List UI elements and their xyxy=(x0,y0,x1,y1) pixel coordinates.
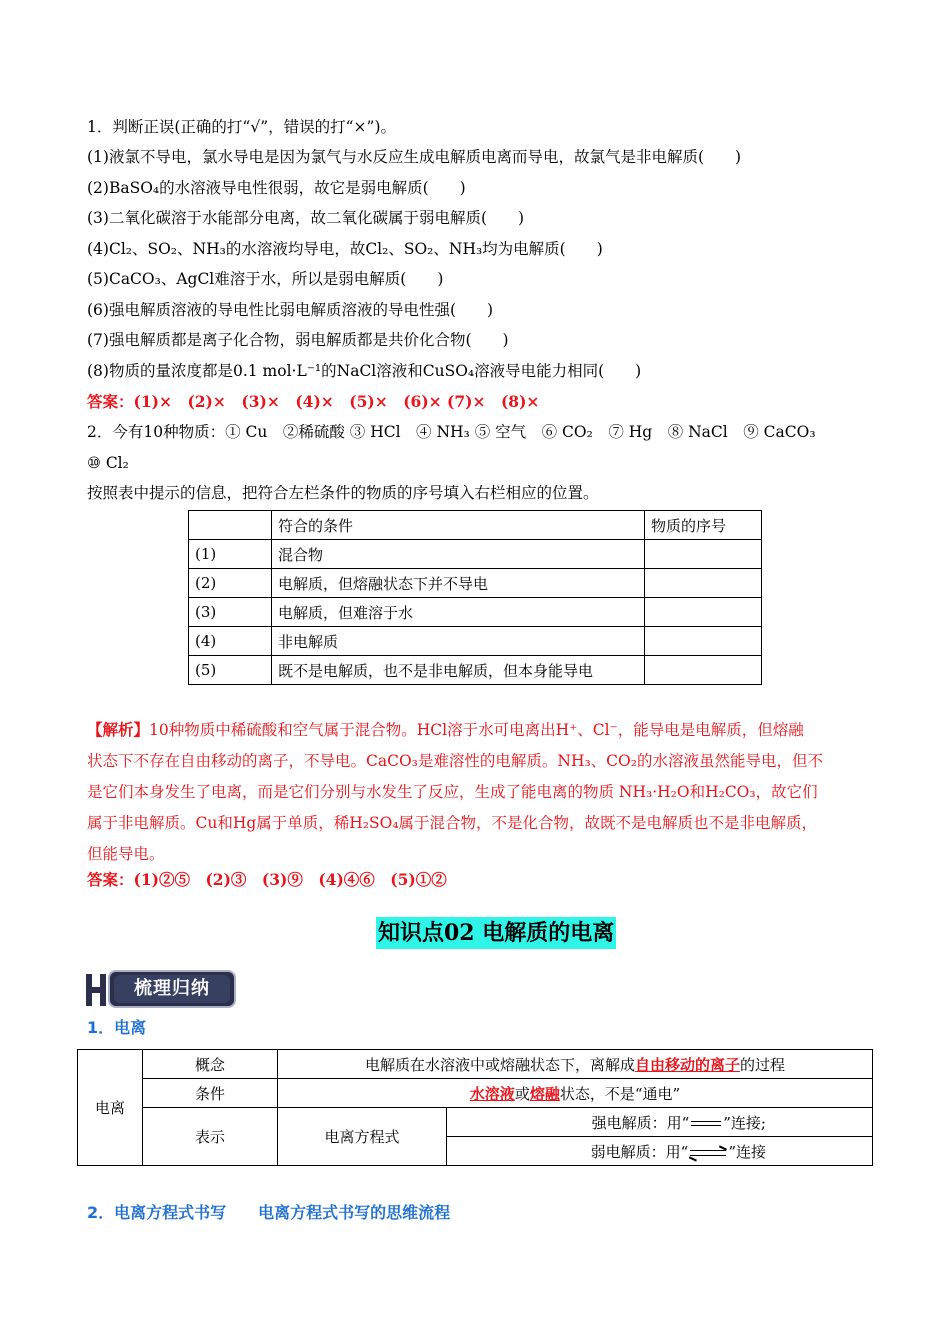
q1-item: (2)BaSO₄的水溶液导电性很弱，故它是弱电解质( ) xyxy=(87,179,466,197)
table-header-serial: 物质的序号 xyxy=(645,511,762,540)
table-cell: (4) xyxy=(189,627,272,656)
q1-item: (4)Cl₂、SO₂、NH₃的水溶液均导电，故Cl₂、SO₂、NH₃均为电解质( ) xyxy=(87,240,603,258)
q1-item: (7)强电解质都是离子化合物，弱电解质都是共价化合物( ) xyxy=(87,331,509,349)
table-cell: (1) xyxy=(189,540,272,569)
analysis-line: 属于非电解质。Cu和Hg属于单质，稀H₂SO₄属于混合物，不是化合物，故既不是电解质也不是非电解质， xyxy=(87,814,818,832)
representation-label: 表示 xyxy=(143,1108,278,1166)
condition-text xyxy=(278,1079,873,1108)
q1-item: (6)强电解质溶液的导电性比弱电解质溶液的导电性强( ) xyxy=(87,301,494,319)
q2-line1: 2．今有10种物质：① Cu ②稀硫酸 ③ HCl ④ NH₃ ⑤ 空气 ⑥ CO₂ ⑦ Hg ⑧ NaCl ⑨ CaCO₃ xyxy=(87,423,816,441)
q2-line2: ⑩ Cl₂ xyxy=(87,454,129,472)
analysis-line: 是它们本身发生了电离，而是它们分别与水发生了反应，生成了能电离的物质 NH₃·H₂O和H₂CO₃，故它们 xyxy=(87,783,818,801)
table-row xyxy=(189,627,762,656)
equals-icon xyxy=(689,1120,723,1128)
bracket-icon-part xyxy=(100,974,106,1006)
concept-text xyxy=(278,1050,873,1079)
analysis-line xyxy=(87,714,875,746)
table-cell-answer[interactable] xyxy=(645,656,762,685)
q2-instruction: 按照表中提示的信息，把符合左栏条件的物质的序号填入右栏相应的位置。 xyxy=(87,484,599,502)
equation-label: 电离方程式 xyxy=(278,1108,447,1166)
table-cell: (2) xyxy=(189,569,272,598)
concept-highlight: 自由移动的离子 xyxy=(634,1055,740,1074)
weak-text-b: ”连接 xyxy=(728,1142,766,1161)
section-ionization: 1．电离 xyxy=(87,1018,147,1037)
table-row xyxy=(78,1050,873,1079)
concept-text-c: 的过程 xyxy=(740,1055,786,1074)
condition-rest: 状态，不是“通电” xyxy=(559,1084,681,1103)
badge-frame xyxy=(108,970,236,1008)
table-cell: (5) xyxy=(189,656,272,685)
q1-answer: 答案：(1)× (2)× (3)× (4)× (5)× (6)× (7)× (8)× xyxy=(87,392,540,411)
section-equation-writing: 2．电离方程式书写 电离方程式书写的思维流程 xyxy=(87,1203,451,1222)
ionization-table xyxy=(77,1049,873,1166)
table-cell: 电解质，但熔融状态下并不导电 xyxy=(272,569,645,598)
table-cell: 混合物 xyxy=(272,540,645,569)
table-cell xyxy=(189,511,272,540)
q1-item: (5)CaCO₃、AgCl难溶于水，所以是弱电解质( ) xyxy=(87,270,444,288)
table-cell-answer[interactable] xyxy=(645,569,762,598)
table-header-condition: 符合的条件 xyxy=(272,511,645,540)
table-row xyxy=(189,511,762,540)
analysis-label: 【解析】 xyxy=(87,720,150,739)
condition-melt: 熔融 xyxy=(529,1084,560,1103)
table-row xyxy=(189,540,762,569)
table-cell-answer[interactable] xyxy=(645,598,762,627)
strong-text-b: ”连接; xyxy=(723,1113,766,1132)
table-cell: 非电解质 xyxy=(272,627,645,656)
q2-answer: 答案：(1)②⑤ (2)③ (3)⑨ (4)④⑥ (5)①② xyxy=(87,870,447,889)
q1-title: 1．判断正误(正确的打“√”，错误的打“×”)。 xyxy=(87,118,397,136)
q1-item: (8)物质的量浓度都是0.1 mol·L⁻¹的NaCl溶液和CuSO₄溶液导电能力相同( ) xyxy=(87,362,642,380)
weak-text-a: 弱电解质：用“ xyxy=(590,1142,689,1161)
table-cell-answer[interactable] xyxy=(645,627,762,656)
badge-label: 梳理归纳 xyxy=(114,975,230,1003)
table-row xyxy=(189,569,762,598)
table-cell: 既不是电解质，也不是非电解质，但本身能导电 xyxy=(272,656,645,685)
table-row xyxy=(78,1079,873,1108)
table-row xyxy=(189,598,762,627)
analysis-line: 状态下不存在自由移动的离子，不导电。CaCO₃是难溶性的电解质。NH₃、CO₂的水溶液虽然能导电，但不 xyxy=(87,752,823,770)
weak-electrolyte xyxy=(447,1137,873,1166)
q2-analysis xyxy=(87,714,875,870)
analysis-text: 10种物质中稀硫酸和空气属于混合物。HCl溶于水可电离出H⁺、Cl⁻，能导电是电解质，但熔融 xyxy=(149,721,804,739)
summary-badge xyxy=(86,968,241,1012)
ionization-label: 电离 xyxy=(78,1050,143,1166)
table-row xyxy=(78,1108,873,1137)
strong-text-a: 强电解质：用“ xyxy=(591,1113,690,1132)
strong-electrolyte xyxy=(447,1108,873,1137)
condition-water: 水溶液 xyxy=(469,1084,515,1103)
table-cell: (3) xyxy=(189,598,272,627)
analysis-line: 但能导电。 xyxy=(87,845,165,863)
conditions-table xyxy=(188,510,762,685)
concept-text-a: 电解质在水溶液中或熔融状态下，离解成 xyxy=(364,1055,635,1074)
q1-item: (3)二氧化碳溶于水能部分电离，故二氧化碳属于弱电解质( ) xyxy=(87,209,525,227)
section-heading: 知识点02 电解质的电离 xyxy=(376,917,616,949)
table-cell-answer[interactable] xyxy=(645,540,762,569)
condition-or: 或 xyxy=(514,1084,530,1103)
table-cell: 电解质，但难溶于水 xyxy=(272,598,645,627)
concept-label: 概念 xyxy=(143,1050,278,1079)
reversible-arrow-icon xyxy=(688,1148,728,1158)
q1-item: (1)液氯不导电，氯水导电是因为氯气与水反应生成电解质电离而导电，故氯气是非电解质( ) xyxy=(87,148,742,166)
condition-label: 条件 xyxy=(143,1079,278,1108)
table-row xyxy=(189,656,762,685)
